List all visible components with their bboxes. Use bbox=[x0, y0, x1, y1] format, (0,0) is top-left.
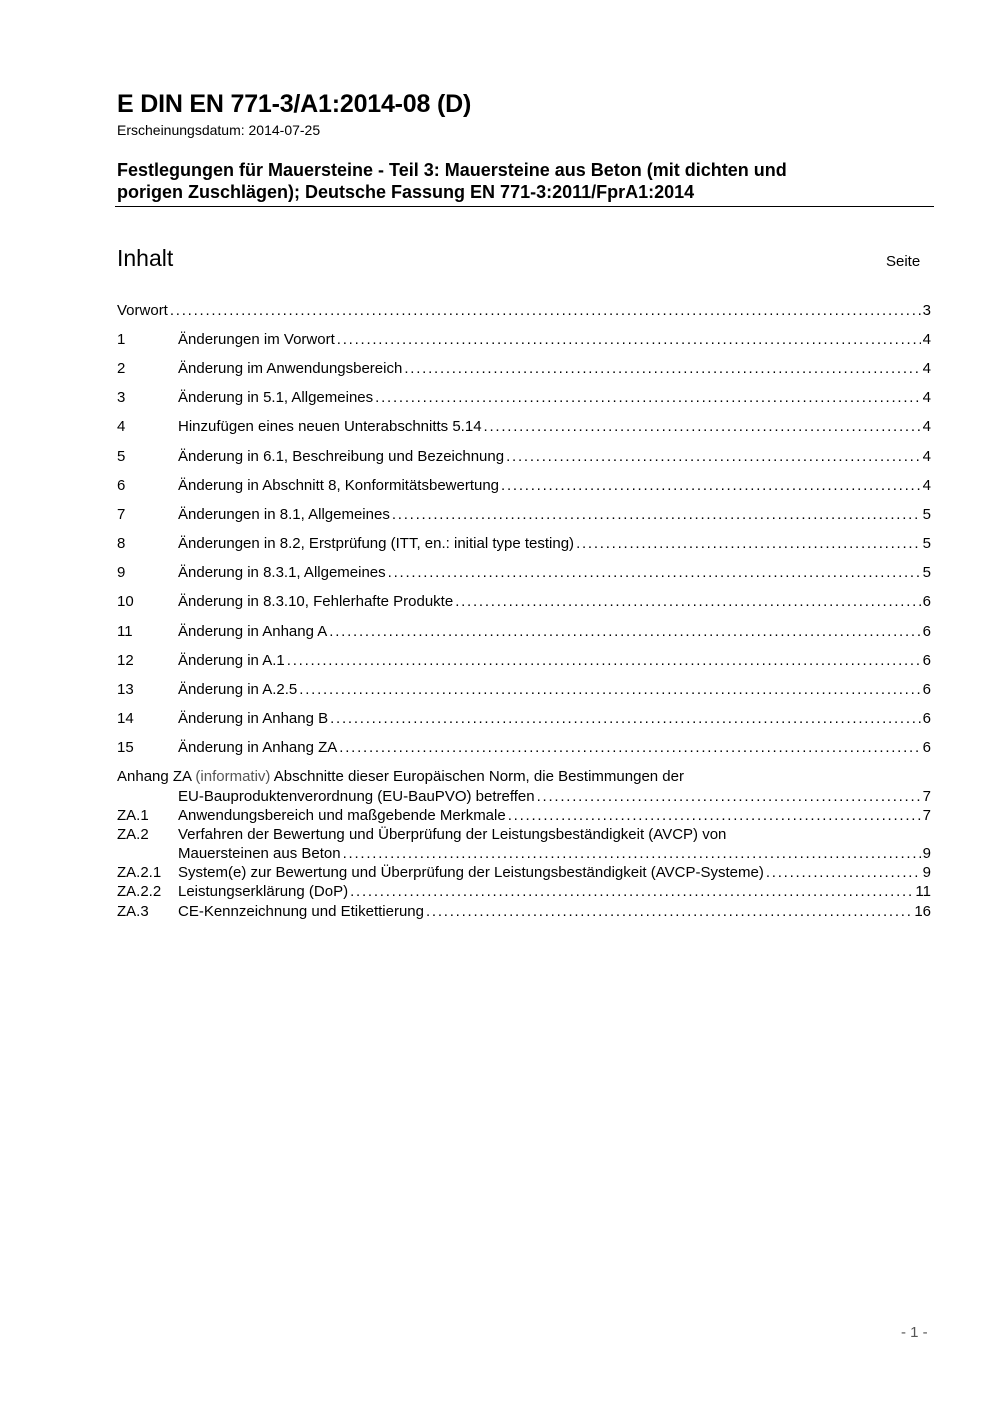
toc-entry-za2-line-1[interactable] bbox=[117, 826, 931, 846]
toc-entry-title: Änderungen in 8.2, Erstprüfung (ITT, en.: initial type testing) bbox=[178, 535, 575, 552]
toc-entry-title: Änderungen im Vorwort bbox=[178, 331, 335, 348]
toc-entry-title: Änderungen in 8.1, Allgemeines bbox=[178, 506, 390, 523]
toc-entry-title: Anwendungsbereich und maßgebende Merkmale bbox=[178, 807, 506, 824]
toc-entry-page: 9 bbox=[922, 845, 931, 862]
dot-leader bbox=[404, 360, 920, 377]
toc-entry-title: System(e) zur Bewertung und Überprüfung der Leistungsbeständigkeit (AVCP-Systeme) bbox=[178, 864, 764, 881]
toc-entry-number: ZA.3 bbox=[117, 903, 149, 920]
toc-entry-page: 16 bbox=[914, 903, 931, 920]
toc-entry-number: 14 bbox=[117, 710, 134, 727]
toc-entry-za2-2[interactable] bbox=[117, 883, 931, 903]
toc-entry-number: ZA.2 bbox=[117, 826, 149, 843]
toc-entry-number: 3 bbox=[117, 389, 126, 406]
toc-entry-number: 12 bbox=[117, 652, 134, 669]
dot-leader bbox=[766, 864, 921, 881]
toc-entry-number: 15 bbox=[117, 739, 134, 756]
dot-leader bbox=[329, 623, 920, 640]
dot-leader bbox=[506, 448, 921, 465]
toc-entry-title: Hinzufügen eines neuen Unterabschnitts 5.14 bbox=[178, 418, 482, 435]
toc-entry-number: 10 bbox=[117, 593, 134, 610]
publication-date: Erscheinungsdatum: 2014-07-25 bbox=[117, 122, 321, 138]
toc-entry-page: 9 bbox=[922, 864, 931, 881]
toc-entry-number: 4 bbox=[117, 418, 126, 435]
toc-entry-vorwort[interactable] bbox=[117, 302, 931, 322]
annex-qualifier: (informativ) bbox=[195, 768, 271, 785]
document-id: E DIN EN 771-3/A1:2014-08 (D) bbox=[117, 90, 472, 118]
toc-entry-za3[interactable] bbox=[117, 903, 931, 923]
dot-leader bbox=[343, 845, 921, 862]
toc-entry-8[interactable] bbox=[117, 535, 931, 555]
dot-leader bbox=[455, 593, 920, 610]
toc-page-column-label: Seite bbox=[886, 253, 921, 270]
page-number: - 1 - bbox=[901, 1324, 928, 1341]
toc-entry-page: 4 bbox=[922, 448, 931, 465]
toc-entry-4[interactable] bbox=[117, 418, 931, 438]
toc-entry-number: 2 bbox=[117, 360, 126, 377]
toc-entry-number: 6 bbox=[117, 477, 126, 494]
toc-entry-page: 11 bbox=[915, 883, 931, 900]
toc-entry-page: 6 bbox=[922, 739, 931, 756]
toc-entry-12[interactable] bbox=[117, 652, 931, 672]
document-title bbox=[117, 159, 907, 203]
toc-entry-number: 9 bbox=[117, 564, 126, 581]
toc-entry-title: Leistungserklärung (DoP) bbox=[178, 883, 349, 900]
toc-annex-za-line-2[interactable] bbox=[117, 788, 931, 808]
toc-entry-title: Änderung in 5.1, Allgemeines bbox=[178, 389, 374, 406]
toc-entry-title: Änderung in Anhang ZA bbox=[178, 739, 338, 756]
toc-entry-number: 11 bbox=[117, 623, 133, 640]
toc-entry-number: ZA.1 bbox=[117, 807, 149, 824]
toc-heading: Inhalt bbox=[117, 245, 174, 271]
toc-entry-page: 4 bbox=[922, 477, 931, 494]
toc-entry-title: Änderung in A.1 bbox=[178, 652, 285, 669]
dot-leader bbox=[350, 883, 913, 900]
toc-entry-title: Änderung in 8.3.10, Fehlerhafte Produkte bbox=[178, 593, 454, 610]
toc-entry-page: 5 bbox=[922, 535, 931, 552]
dot-leader bbox=[330, 710, 921, 727]
toc-entry-page: 6 bbox=[922, 593, 931, 610]
toc-entry-1[interactable] bbox=[117, 331, 931, 351]
toc-entry-page: 3 bbox=[922, 302, 931, 319]
dot-leader bbox=[392, 506, 921, 523]
toc-entry-title: Änderung in 8.3.1, Allgemeines bbox=[178, 564, 386, 581]
dot-leader bbox=[484, 418, 921, 435]
toc-entry-number: 5 bbox=[117, 448, 126, 465]
toc-entry-title: Änderung in 6.1, Beschreibung und Bezeichnung bbox=[178, 448, 505, 465]
toc-entry-number: 7 bbox=[117, 506, 126, 523]
toc-entry-page: 4 bbox=[922, 331, 931, 348]
dot-leader bbox=[576, 535, 921, 552]
toc-entry-number: 1 bbox=[117, 331, 126, 348]
toc-entry-title: Änderung in Abschnitt 8, Konformitätsbewertung bbox=[178, 477, 500, 494]
toc-entry-page: 6 bbox=[922, 652, 931, 669]
dot-leader bbox=[337, 331, 921, 348]
document-title-line-1: Festlegungen für Mauersteine - Teil 3: Mauersteine aus Beton (mit dichten und bbox=[117, 160, 787, 180]
toc-entry-15[interactable] bbox=[117, 739, 931, 759]
dot-leader bbox=[537, 788, 921, 805]
toc-entry-page: 4 bbox=[922, 418, 931, 435]
toc-entry-2[interactable] bbox=[117, 360, 931, 380]
toc-entry-page: 7 bbox=[922, 788, 931, 805]
toc-entry-page: 5 bbox=[922, 506, 931, 523]
toc-entry-title: CE-Kennzeichnung und Etikettierung bbox=[178, 903, 424, 920]
dot-leader bbox=[508, 807, 921, 824]
toc-entry-title: Mauersteinen aus Beton bbox=[178, 845, 341, 862]
document-title-line-2: porigen Zuschlägen); Deutsche Fassung EN 771-3:2011/FprA1:2014 bbox=[117, 182, 695, 202]
toc-entry-10[interactable] bbox=[117, 593, 931, 613]
toc-entry-number: ZA.2.1 bbox=[117, 864, 162, 881]
toc-entry-5[interactable] bbox=[117, 448, 931, 468]
dot-leader bbox=[287, 652, 921, 669]
toc-entry-6[interactable] bbox=[117, 477, 931, 497]
toc-entry-za2-1[interactable] bbox=[117, 864, 931, 884]
toc-entry-13[interactable] bbox=[117, 681, 931, 701]
toc-entry-za2-line-2[interactable] bbox=[117, 845, 931, 865]
toc-entry-14[interactable] bbox=[117, 710, 931, 730]
dot-leader bbox=[501, 477, 921, 494]
toc-entry-page: 4 bbox=[922, 389, 931, 406]
toc-entry-za1[interactable] bbox=[117, 807, 931, 827]
dot-leader bbox=[299, 681, 920, 698]
toc-entry-page: 6 bbox=[922, 710, 931, 727]
toc-entry-page: 6 bbox=[922, 623, 931, 640]
toc-entry-title: Änderung in Anhang A bbox=[178, 623, 328, 640]
toc-entry-page: 4 bbox=[922, 360, 931, 377]
toc-entry-page: 6 bbox=[922, 681, 931, 698]
toc-entry-9[interactable] bbox=[117, 564, 931, 584]
annex-title-line-2: EU-Bauproduktenverordnung (EU-BauPVO) betreffen bbox=[178, 788, 535, 805]
dot-leader bbox=[170, 302, 921, 319]
toc-entry-title: Vorwort bbox=[117, 302, 168, 319]
annex-label: Anhang ZA bbox=[117, 768, 192, 785]
toc-entry-title: Änderung in Anhang B bbox=[178, 710, 329, 727]
toc-entry-3[interactable] bbox=[117, 389, 931, 409]
dot-leader bbox=[426, 903, 912, 920]
annex-title-line-1: Abschnitte dieser Europäischen Norm, die Bestimmungen der bbox=[273, 768, 684, 785]
toc-entry-title-line-1: Verfahren der Bewertung und Überprüfung der Leistungsbeständigkeit (AVCP) von bbox=[178, 826, 727, 843]
toc-entry-title: Änderung im Anwendungsbereich bbox=[178, 360, 403, 377]
toc-entry-number: ZA.2.2 bbox=[117, 883, 162, 900]
toc-entry-7[interactable] bbox=[117, 506, 931, 526]
toc-entry-11[interactable] bbox=[117, 623, 931, 643]
title-divider bbox=[115, 206, 934, 207]
toc-annex-za-line-1[interactable] bbox=[117, 768, 931, 788]
toc-entry-number: 13 bbox=[117, 681, 134, 698]
toc-entry-page: 7 bbox=[922, 807, 931, 824]
toc-entry-number: 8 bbox=[117, 535, 126, 552]
dot-leader bbox=[375, 389, 921, 406]
toc-entry-page: 5 bbox=[922, 564, 931, 581]
dot-leader bbox=[339, 739, 920, 756]
dot-leader bbox=[388, 564, 921, 581]
toc-entry-title: Änderung in A.2.5 bbox=[178, 681, 298, 698]
